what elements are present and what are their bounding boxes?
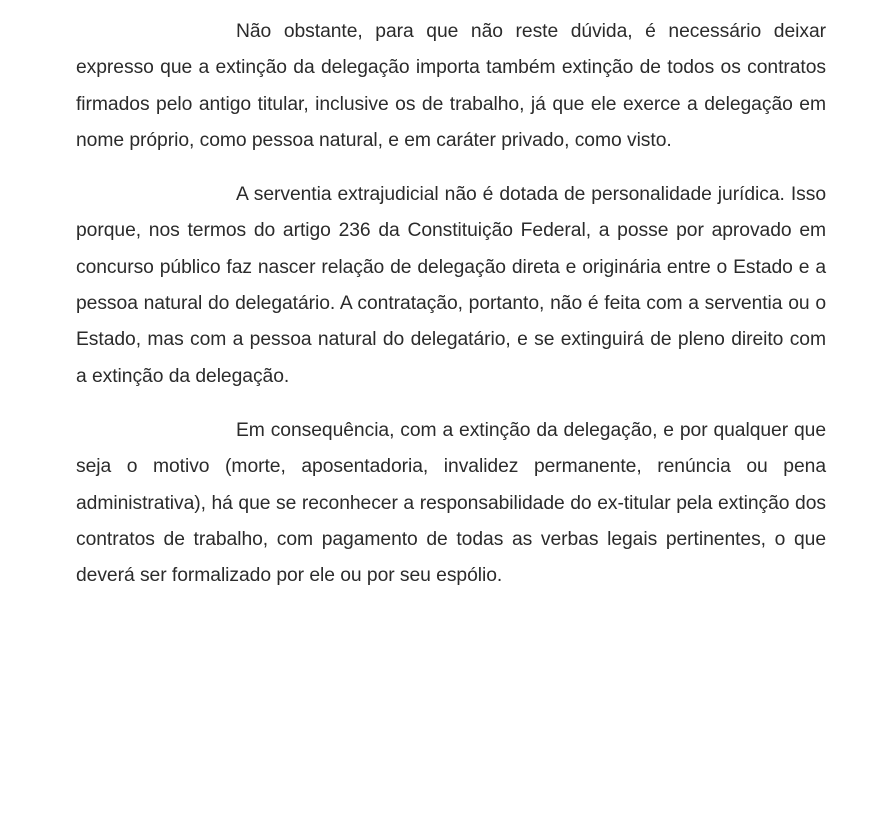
paragraph-3: Em consequência, com a extinção da delegação, e por qualquer que seja o motivo (morte, aposentadoria, invalidez permanente, renúncia ou pena administrativa), há que se reconhecer a responsabilidade do ex-titular pela extinção dos contratos de trabalho, com pagamento de todas as verbas legais pertinentes, o que deverá ser formalizado por ele ou por seu espólio.	[76, 419, 826, 587]
paragraph-2: A serventia extrajudicial não é dotada de personalidade jurídica. Isso porque, nos termos do artigo 236 da Constituição Federal, a posse por aprovado em concurso público faz nascer relação de delegação direta e originária entre o Estado e a pessoa natural do delegatário. A contratação, portanto, não é feita com a serventia ou o Estado, mas com a pessoa natural do delegatário, e se extinguirá de pleno direito com a extinção da delegação.	[76, 184, 826, 387]
paragraph-1: Não obstante, para que não reste dúvida, é necessário deixar expresso que a extinção da delegação importa também extinção de todos os contratos firmados pelo antigo titular, inclusive os de trabalho, já que ele exerce a delegação em nome próprio, como pessoa natural, e em caráter privado, como visto.	[76, 21, 826, 151]
document-page	[76, 14, 826, 612]
